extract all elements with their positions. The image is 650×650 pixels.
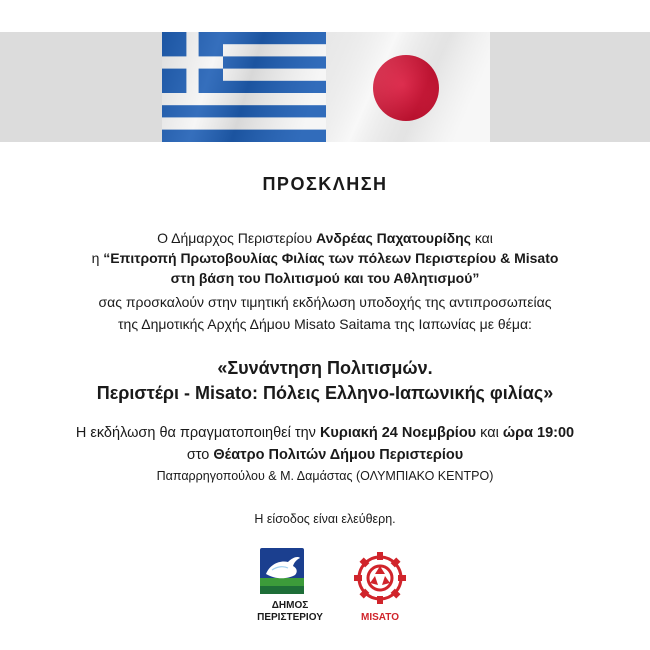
committee-name-cont: στη βάση του Πολιτισμού και του Αθλητισμού”	[170, 270, 480, 286]
misato-caption: MISATO	[361, 612, 399, 623]
committee-pre: η	[91, 250, 104, 266]
event-mid: και	[476, 425, 503, 441]
theme-line-1: «Συνάντηση Πολιτισμών.	[217, 358, 433, 378]
greek-flag-icon	[162, 32, 326, 142]
host-line-post: και	[470, 230, 493, 246]
misato-emblem-icon	[354, 552, 406, 604]
peristeri-caption-2: ΠΕΡΙΣΤΕΡΙΟΥ	[257, 612, 323, 623]
committee-name: “Επιτροπή Πρωτοβουλίας Φιλίας των πόλεων Περιστερίου & Misato	[103, 250, 559, 266]
invitation-title: ΠΡΟΣΚΛΗΣΗ	[262, 174, 388, 194]
event-datetime	[0, 424, 650, 443]
mayor-name: Ανδρέας Παχατουρίδης	[316, 230, 471, 246]
peristeri-caption-1: ΔΗΜΟΣ	[271, 600, 309, 611]
event-venue-line	[0, 446, 650, 465]
invite-line-1: σας προσκαλούν στην τιμητική εκδήλωση υποδοχής της αντιπροσωπείας	[98, 294, 552, 310]
misato-logo	[346, 548, 414, 628]
dove-icon	[260, 548, 304, 594]
committee-line-1	[0, 249, 650, 268]
host-line	[0, 229, 650, 248]
host-line-pre: Ο Δήμαρχος Περιστερίου	[157, 230, 317, 246]
committee-line-2	[0, 269, 650, 288]
event-date: Κυριακή 24 Νοεμβρίου	[319, 425, 477, 441]
free-entry-note: Η είσοδος είναι ελεύθερη.	[254, 512, 396, 526]
peristeri-logo	[250, 548, 330, 628]
event-address: Παπαρρηγοπούλου & Μ. Δαμάστας (ΟΛΥΜΠΙΑΚΟ ΚΕΝΤΡΟ)	[156, 469, 494, 483]
japanese-flag-icon	[326, 32, 490, 142]
theme-line-2: Περιστέρι - Misato: Πόλεις Ελληνο-Ιαπωνικής φιλίας»	[96, 383, 554, 403]
event-time: ώρα 19:00	[502, 425, 575, 441]
invite-line-2: της Δημοτικής Αρχής Δήμου Misato Saitama της Ιαπωνίας με θέμα:	[118, 316, 532, 332]
event-pre: Η εκδήλωση θα πραγματοποιηθεί την	[75, 425, 320, 441]
venue-pre: στο	[186, 447, 214, 463]
event-venue: Θέατρο Πολιτών Δήμου Περιστερίου	[213, 447, 464, 463]
